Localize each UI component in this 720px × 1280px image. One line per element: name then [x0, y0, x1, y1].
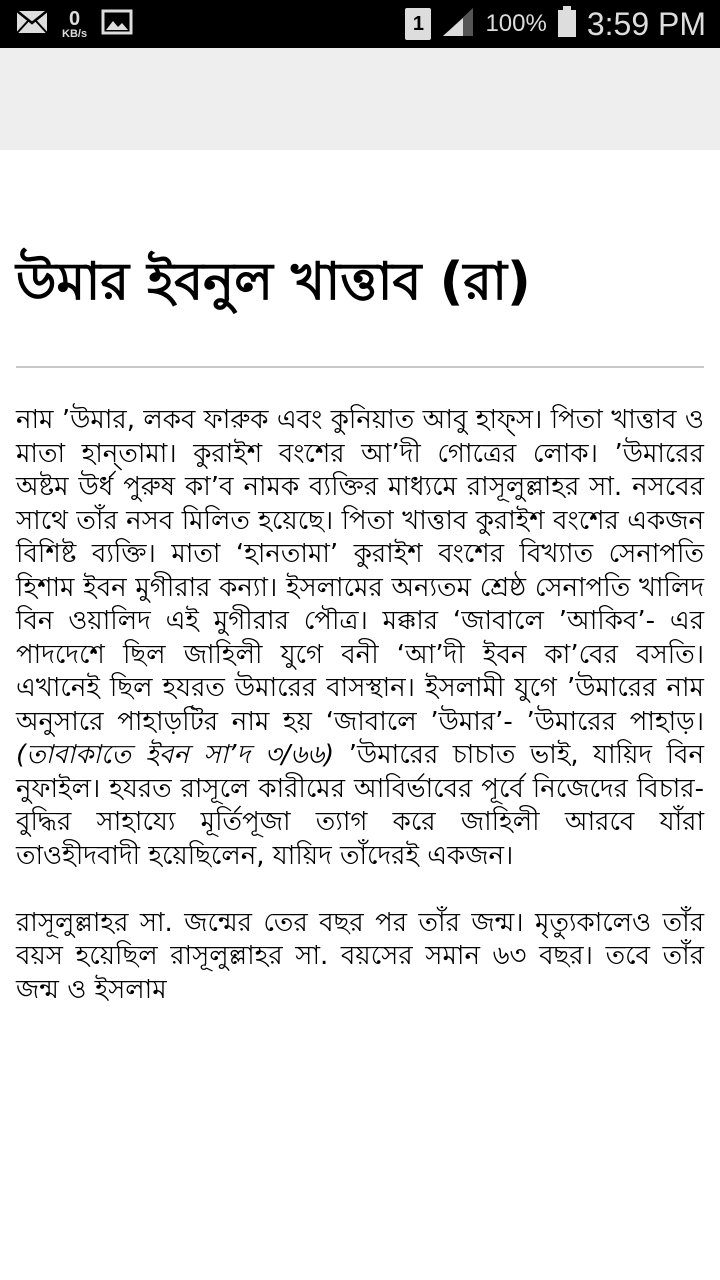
title-divider [16, 366, 704, 368]
network-speed [62, 9, 87, 40]
citation: (তাবাকাতে ইবন সা’দ ৩/৬৬) [16, 740, 335, 770]
status-bar-left [16, 0, 133, 48]
sim-indicator: 1 [405, 8, 431, 40]
email-notification-icon [16, 10, 48, 38]
article-paragraph-1 [16, 404, 704, 873]
battery-percent: 100% [485, 10, 547, 37]
network-speed-value: 0 [68, 7, 81, 30]
clock: 3:59 PM [586, 5, 706, 42]
article-body [16, 404, 704, 1041]
app-bar [0, 48, 720, 150]
battery-icon [557, 6, 577, 42]
article-title: উমার ইবনুল খাত্তাব (রা) [16, 252, 531, 312]
paragraph-1-text-b: ’উমারের চাচাত ভাই, যায়িদ বিন নুফাইল। হযরত রাসূলে কারীমের আবির্ভাবের পূর্বে নিজেদের বিচার-বুদ্ধির সাহায্যে মূর্তিপূজা ত্যাগ করে জাহিলী আরবে যাঁরা তাওহীদবাদী হয়েছিলেন, যায়িদ তাঁদেরই একজন। [16, 740, 704, 871]
signal-icon [441, 6, 475, 42]
article-content[interactable] [0, 150, 720, 1280]
network-speed-unit: KB/s [62, 27, 88, 40]
article-paragraph-2: রাসূলুল্লাহর সা. জন্মের তের বছর পর তাঁর জন্ম। মৃত্যুকালেও তাঁর বয়স হয়েছিল রাসূলুল্লাহর সা. বয়সের সমান ৬৩ বছর। তবে তাঁর জন্ম ও ইসলাম [16, 907, 704, 1005]
image-notification-icon [101, 9, 133, 39]
paragraph-1-text-a: নাম ’উমার, লকব ফারুক এবং কুনিয়াত আবু হাফ্‌স। পিতা খাত্তাব ও মাতা হান্‌তামা। কুরাইশ বংশের আ’দী গোত্রের লোক। ’উমারের অষ্টম উর্ধ পুরুষ কা’ব নামক ব্যক্তির মাধ্যমে রাসূলুল্লাহর সা. নসবের সাথে তাঁর নসব মিলিত হয়েছে। পিতা খাত্তাব কুরাইশ বংশের একজন বিশিষ্ট ব্যক্তি। মাতা ‘হানতামা’ কুরাইশ বংশের বিখ্যাত সেনাপতি হিশাম ইবন মুগীরার কন্যা। ইসলামের অন্যতম শ্রেষ্ঠ সেনাপতি খালিদ বিন ওয়ালিদ এই মুগীরার পৌত্র। মক্কার ‘জাবালে ’আকিব’- এর পাদদেশে ছিল জাহিলী যুগে বনী ‘আ’দী ইবন কা’বের বসতি। এখানেই ছিল হযরত উমারের বাসস্থান। ইসলামী যুগে ’উমারের নাম অনুসারে পাহাড়টির নাম হয় ‘জাবালে ’উমার’- ’উমারের পাহাড়। [16, 405, 704, 737]
status-bar-right [405, 0, 706, 48]
status-bar [0, 0, 720, 48]
